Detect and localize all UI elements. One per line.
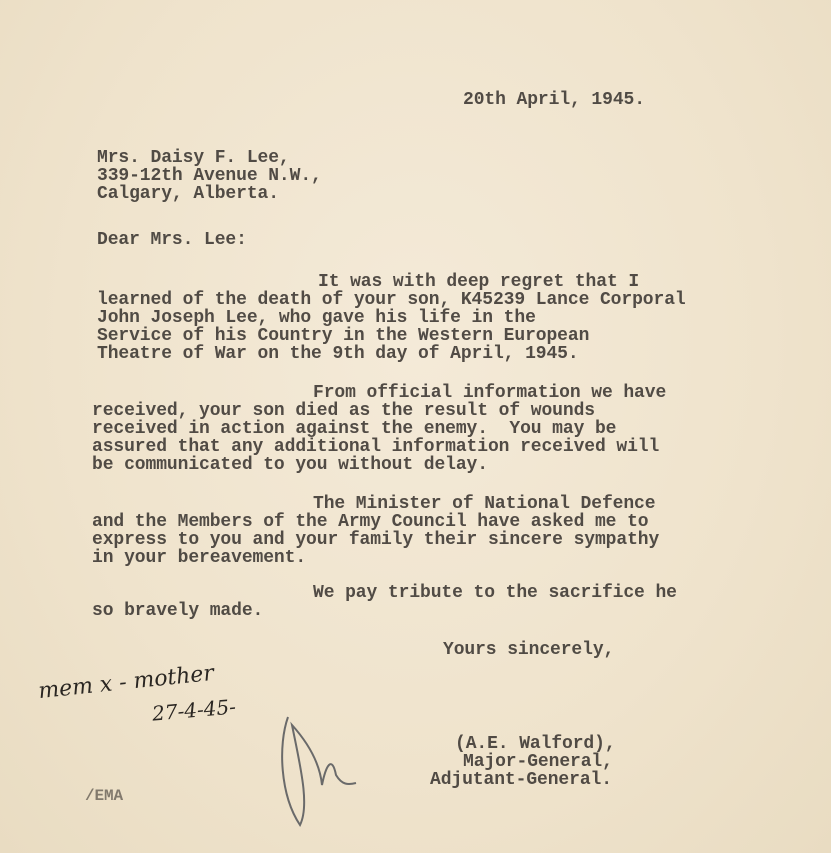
text-line: It was with deep regret that I <box>318 272 640 292</box>
text-line: learned of the death of your son, K45239 Lance Corporal <box>97 290 686 310</box>
text-line: in your bereavement. <box>92 548 307 568</box>
text-line: received in action against the enemy. You may be <box>92 419 617 439</box>
text-line: express to you and your family their sincere sympathy <box>92 530 660 550</box>
address-line: 339-12th Avenue N.W., <box>97 166 322 186</box>
reference-initials: /EMA <box>85 787 124 805</box>
text-line: We pay tribute to the sacrifice he <box>313 583 677 603</box>
text-line: The Minister of National Defence <box>313 494 656 514</box>
text-line: be communicated to you without delay. <box>92 455 488 475</box>
text-line: From official information we have <box>313 383 667 403</box>
text-line: so bravely made. <box>92 601 264 621</box>
handwritten-note: mem x - mother <box>37 660 216 705</box>
address-line: Calgary, Alberta. <box>97 184 279 204</box>
signatory-title: Adjutant-General. <box>430 770 612 790</box>
address-line: Mrs. Daisy F. Lee, <box>97 148 290 168</box>
salutation: Dear Mrs. Lee: <box>97 230 247 250</box>
signatory-name: (A.E. Walford), <box>455 734 616 754</box>
text-line: assured that any additional information received will <box>92 437 660 457</box>
signature <box>270 705 370 835</box>
text-line: Theatre of War on the 9th day of April, 1945. <box>97 344 579 364</box>
signatory-rank: Major-General, <box>463 752 613 772</box>
closing: Yours sincerely, <box>443 640 615 660</box>
handwritten-date: 27-4-45- <box>151 694 237 726</box>
text-line: received, your son died as the result of wounds <box>92 401 595 421</box>
letter-date: 20th April, 1945. <box>463 90 645 110</box>
text-line: John Joseph Lee, who gave his life in the <box>97 308 536 328</box>
text-line: and the Members of the Army Council have asked me to <box>92 512 649 532</box>
text-line: Service of his Country in the Western European <box>97 326 590 346</box>
